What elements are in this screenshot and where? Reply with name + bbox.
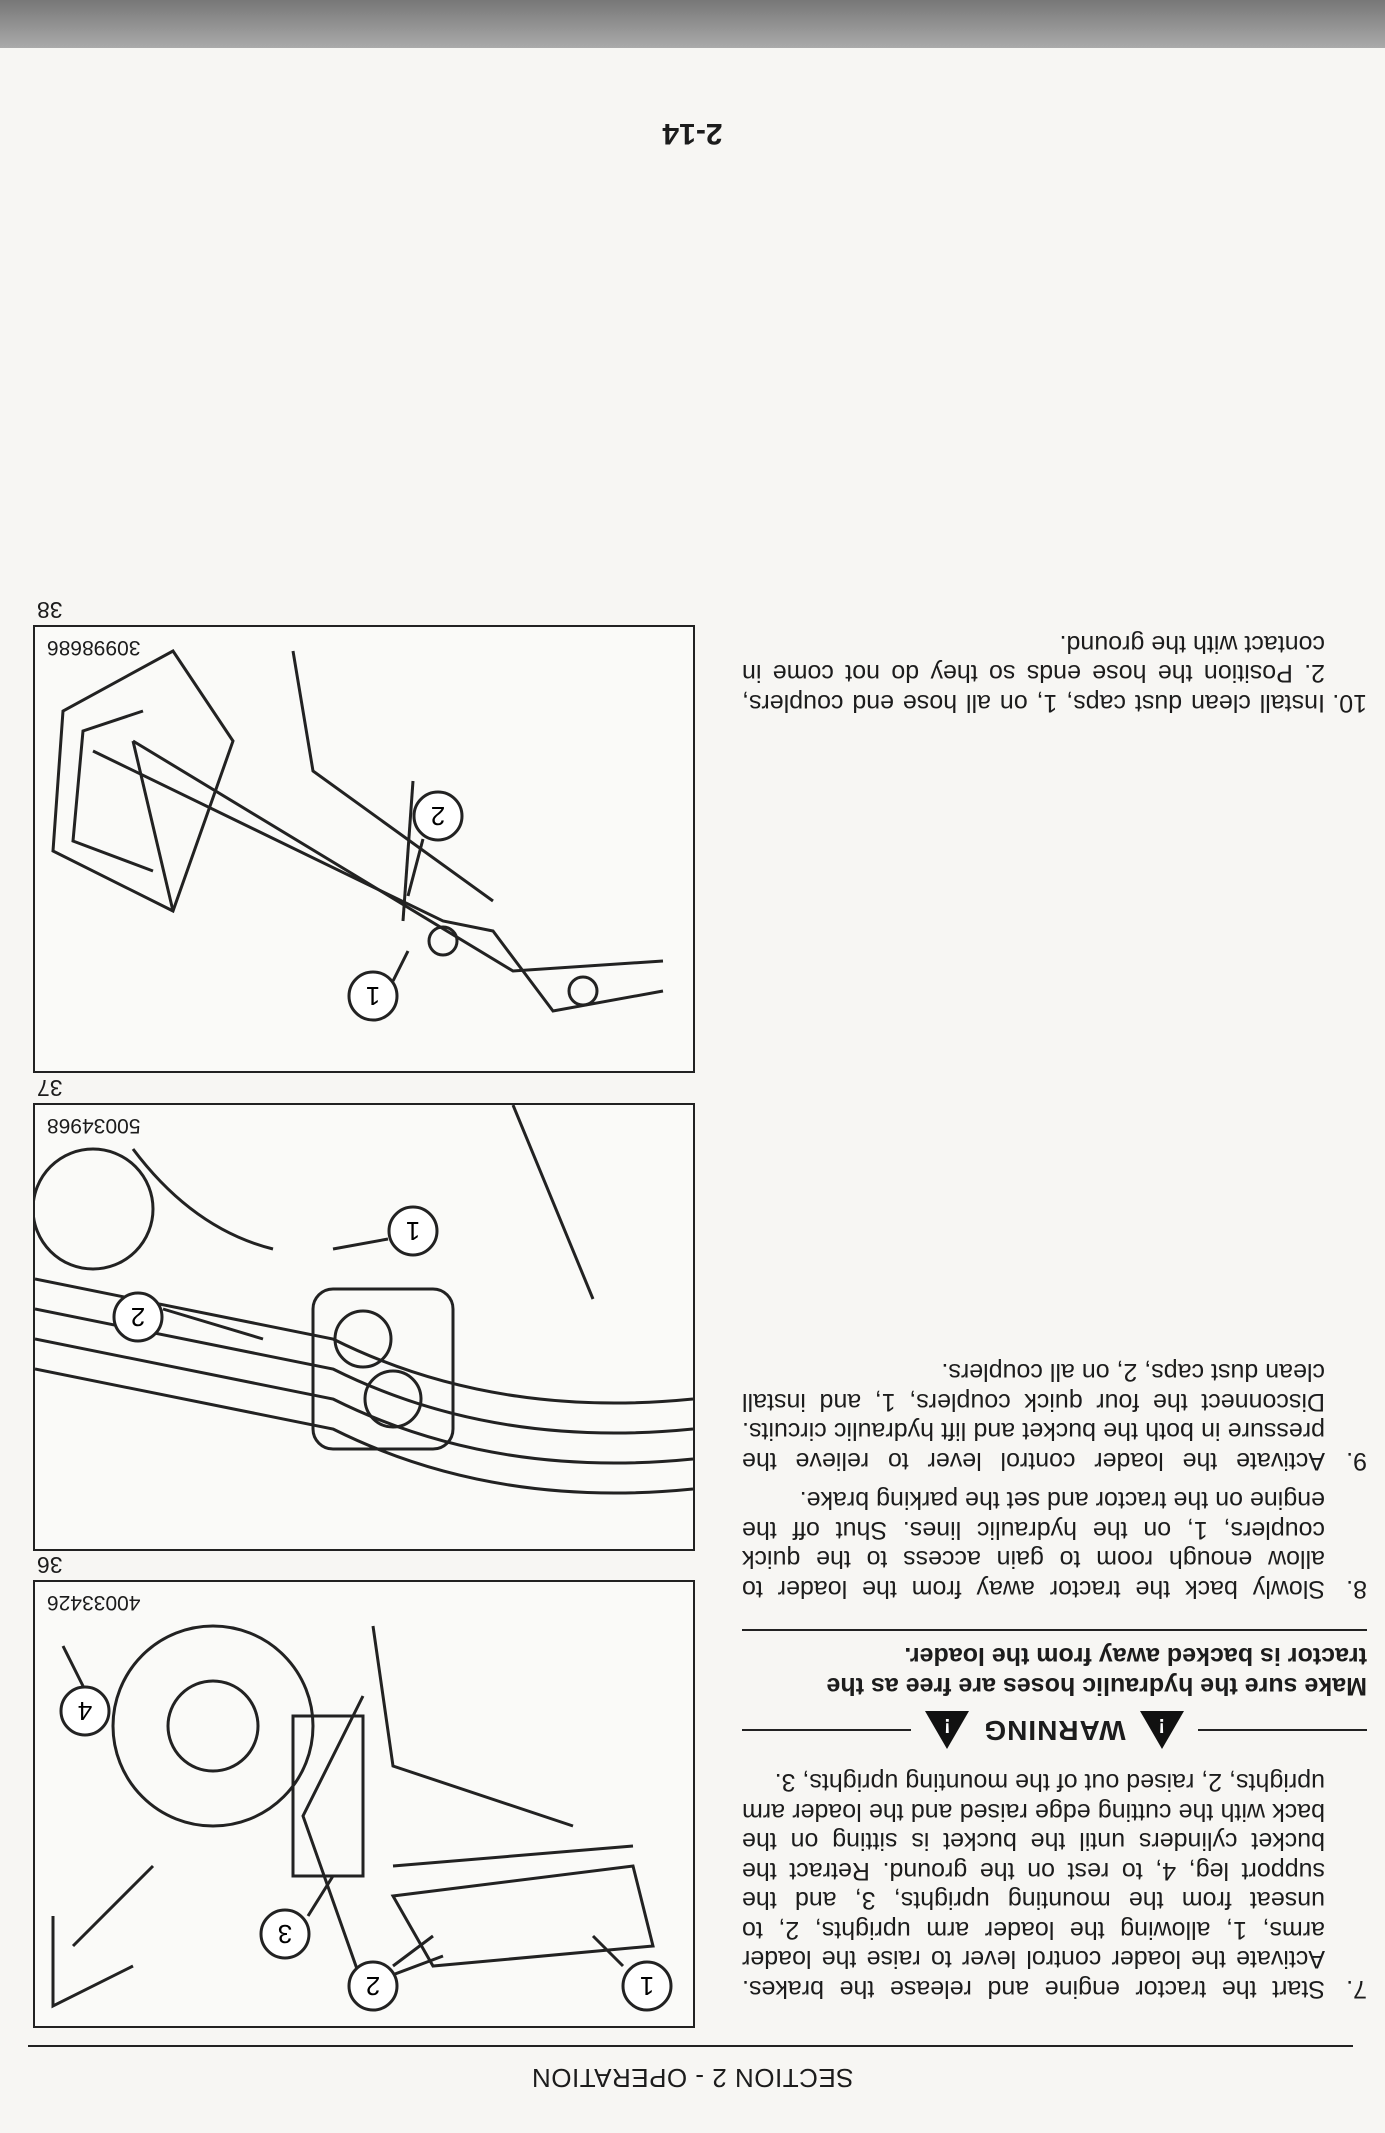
- svg-text:1: 1: [639, 1971, 655, 2001]
- figure-code: 40033426: [47, 1591, 141, 1614]
- callout-1: [333, 1207, 437, 1255]
- divider: [1198, 1729, 1367, 1731]
- figure-number: 36: [37, 1552, 63, 1578]
- callout-3: [261, 1876, 333, 1958]
- divider: [742, 1729, 911, 1731]
- step-10: [742, 629, 1367, 718]
- page-number: 2-14: [662, 117, 723, 150]
- callout-1: [349, 951, 408, 1020]
- step-7: [742, 1767, 1367, 2003]
- step-8: [742, 1485, 1367, 1603]
- step-9: [742, 1357, 1367, 1475]
- step-number: 9.: [1346, 1447, 1367, 1475]
- warning-label: WARNING: [983, 1714, 1126, 1746]
- step-text: Activate the loader control lever to relieve the pressure in both the bucket and lift hydraulic circuits. Disconnect the four quick couplers, 1, and install clean dust caps, 2, on all couplers.: [742, 1358, 1325, 1475]
- svg-text:1: 1: [365, 981, 381, 1011]
- section-title: SECTION 2 - OPERATION: [531, 2063, 854, 2093]
- svg-text:2: 2: [430, 801, 446, 831]
- svg-text:1: 1: [405, 1216, 421, 1246]
- figure-36-loader-uprights: [33, 1580, 695, 2028]
- step-number: 7.: [1346, 1975, 1367, 2003]
- warning-box: [742, 1629, 1367, 1749]
- figure-code: 50034968: [47, 1114, 141, 1137]
- hydraulic-couplers-illustration: [35, 1105, 693, 1549]
- step-text: Slowly back the tractor away from the loader to allow enough room to gain access to the quick couplers, 1, on the hydraulic lines. Shut off the engine on the tractor and set the parking brake.: [742, 1486, 1325, 1603]
- exclamation-triangle-icon: !: [925, 1711, 969, 1749]
- warning-text: Make sure the hydraulic hoses are free as the tractor is backed away from the loader.: [742, 1629, 1367, 1701]
- callout-2: [114, 1293, 263, 1341]
- figure-number: 38: [37, 597, 63, 623]
- step-number: 8.: [1346, 1575, 1367, 1603]
- loader-detach-illustration: [35, 1582, 693, 2026]
- scan-edge: [0, 0, 1385, 48]
- instructions-column: [742, 629, 1367, 2004]
- figure-37-quick-couplers: [33, 1103, 695, 1551]
- header-rule: [28, 2045, 1353, 2047]
- svg-text:2: 2: [365, 1971, 381, 2001]
- figure-number: 37: [37, 1075, 63, 1101]
- svg-text:4: 4: [77, 1696, 93, 1726]
- warning-header: [742, 1711, 1367, 1749]
- figure-code: 30998686: [47, 636, 141, 659]
- step-text: Install clean dust caps, 1, on all hose end couplers, 2. Position the hose ends so they do not come in contact with the ground.: [742, 630, 1325, 717]
- figure-38-hose-end-caps: [33, 625, 695, 1073]
- svg-text:3: 3: [277, 1919, 293, 1949]
- step-number: 10.: [1332, 689, 1367, 717]
- exclamation-triangle-icon: !: [1140, 1711, 1184, 1749]
- callout-2: [349, 1936, 433, 2010]
- svg-text:2: 2: [130, 1302, 146, 1332]
- detached-loader-illustration: [35, 627, 693, 1071]
- step-text: Start the tractor engine and release the brakes. Activate the loader control lever to raise the loader arms, 1, allowing the loader arm uprights, 2, to unseat from the mounting uprights, 3, and the support leg, 4, to rest on the ground. Retract the bucket cylinders until the bucket is sitting on the back with the cutting edge raised and the loader arm uprights, 2, raised out of the mounting uprights, 3.: [742, 1768, 1325, 2003]
- callout-4: [61, 1646, 109, 1735]
